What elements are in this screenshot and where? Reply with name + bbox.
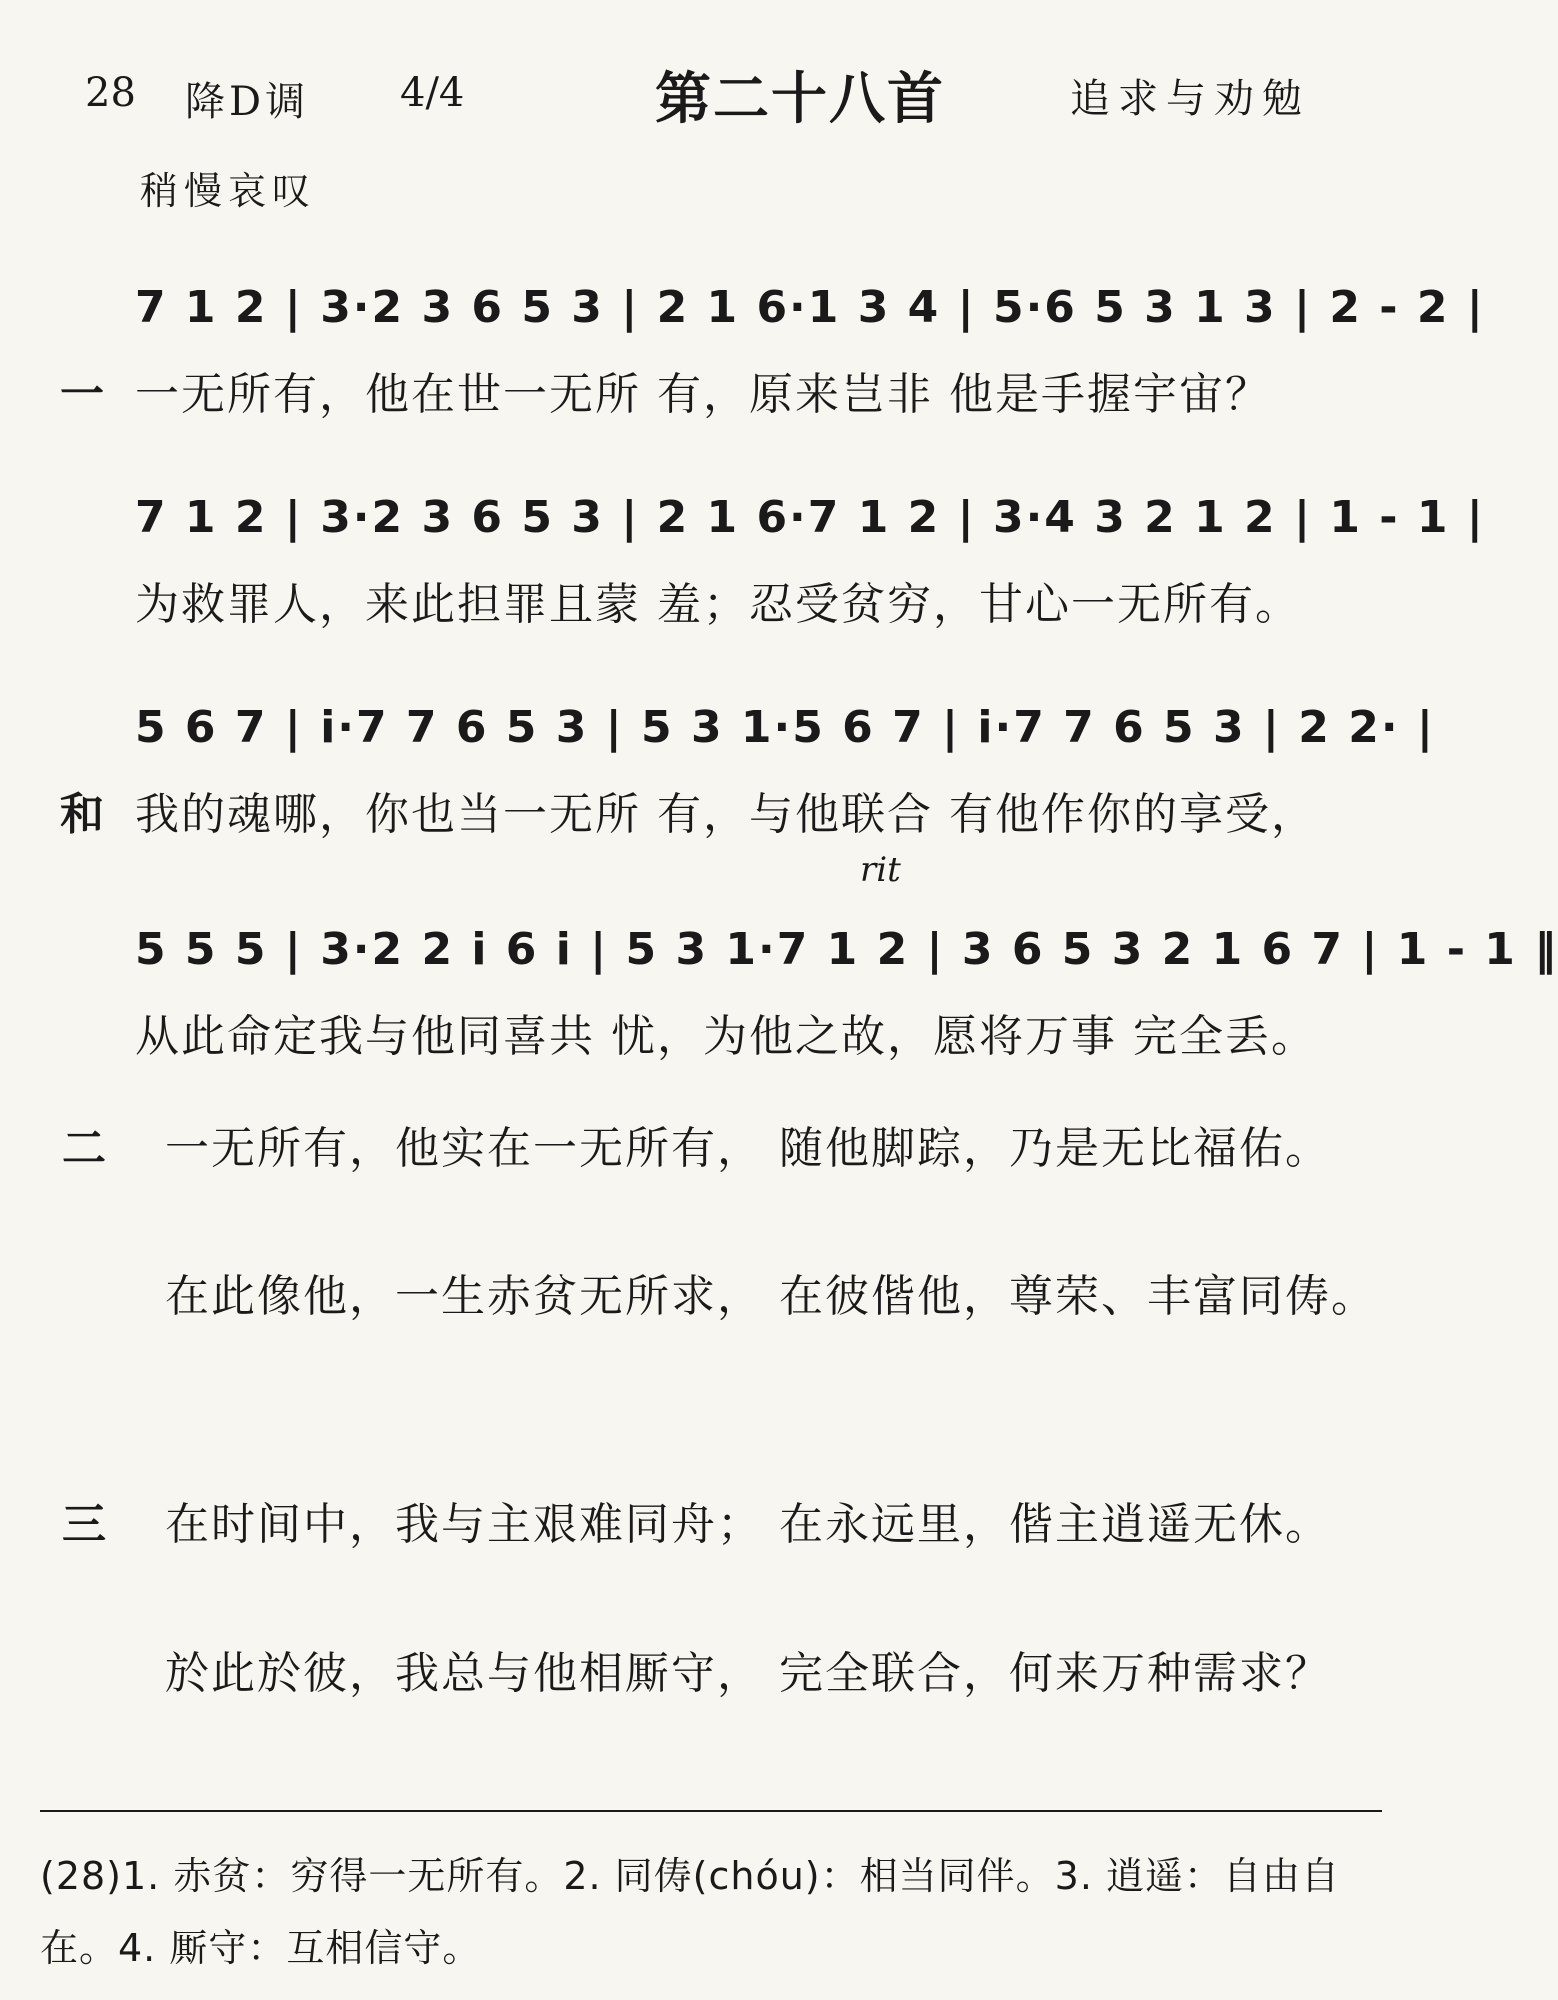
notation-line xyxy=(135,478,1485,558)
hymn-key: 降D调 xyxy=(185,79,310,125)
footnote-line: (28)1. 赤贫：穷得一无所有。2. 同俦(chóu)：相当同伴。3. 逍遥：自由自 xyxy=(40,1854,1340,1898)
verse-number: 三 xyxy=(62,1499,106,1550)
verse-marker: 一 xyxy=(60,369,104,420)
lyric-line: 一无所有，他在世一无所 有，原来岂非 他是手握宇宙？ xyxy=(135,369,1271,420)
hymn-meter: 4/4 xyxy=(400,70,465,116)
verse-line: 一无所有，他实在一无所有， 随他脚踪，乃是无比福佑。 xyxy=(165,1123,1331,1174)
notation-text: 7 1 2 | 3·2 3 6 5 3 | 2 1 6·1 3 4 | 5·6 5 3 1 3 | 2 - 2 | xyxy=(135,282,1485,333)
hymn-title: 第二十八首 xyxy=(655,67,945,132)
footnote-divider xyxy=(40,1810,1382,1812)
lyric-line: 为救罪人，来此担罪且蒙 羞；忍受贫穷，甘心一无所有。 xyxy=(135,579,1301,630)
lyric-line: 我的魂哪，你也当一无所 有，与他联合 有他作你的享受， xyxy=(135,789,1317,840)
tempo-marking: 稍慢哀叹 xyxy=(140,169,317,213)
verse-number: 二 xyxy=(62,1123,106,1174)
notation-text: 5 5 5 | 3·2 2 i 6 i | 5 3 1·7 1 2 | 3 6 5 3 2 1 6 7 | 1 - 1 ‖ xyxy=(135,924,1558,975)
notation-line xyxy=(135,910,1558,990)
notation-line xyxy=(135,688,1435,768)
ritardando-marking: rit xyxy=(860,850,901,890)
verse-line: 於此於彼，我总与他相厮守， 完全联合，何来万种需求？ xyxy=(165,1648,1331,1699)
hymn-header xyxy=(85,55,1340,132)
lyric-line: 从此命定我与他同喜共 忧，为他之故，愿将万事 完全丢。 xyxy=(135,1011,1317,1062)
hymn-number: 28 xyxy=(85,70,136,116)
chorus-marker: 和 xyxy=(60,789,104,840)
notation-text: 7 1 2 | 3·2 3 6 5 3 | 2 1 6·7 1 2 | 3·4 3 2 1 2 | 1 - 1 | xyxy=(135,492,1485,543)
hymn-category: 追求与劝勉 xyxy=(1070,76,1310,122)
notation-text: 5 6 7 | i·7 7 6 5 3 | 5 3 1·5 6 7 | i·7 7 6 5 3 | 2 2· | xyxy=(135,702,1435,753)
footnote-line: 在。4. 厮守：互相信守。 xyxy=(40,1926,482,1970)
verse-line: 在时间中，我与主艰难同舟； 在永远里，偕主逍遥无休。 xyxy=(165,1499,1331,1550)
verse-line: 在此像他，一生赤贫无所求， 在彼偕他，尊荣、丰富同俦。 xyxy=(165,1271,1377,1322)
footnotes xyxy=(40,1840,1380,1984)
notation-line xyxy=(135,268,1485,348)
